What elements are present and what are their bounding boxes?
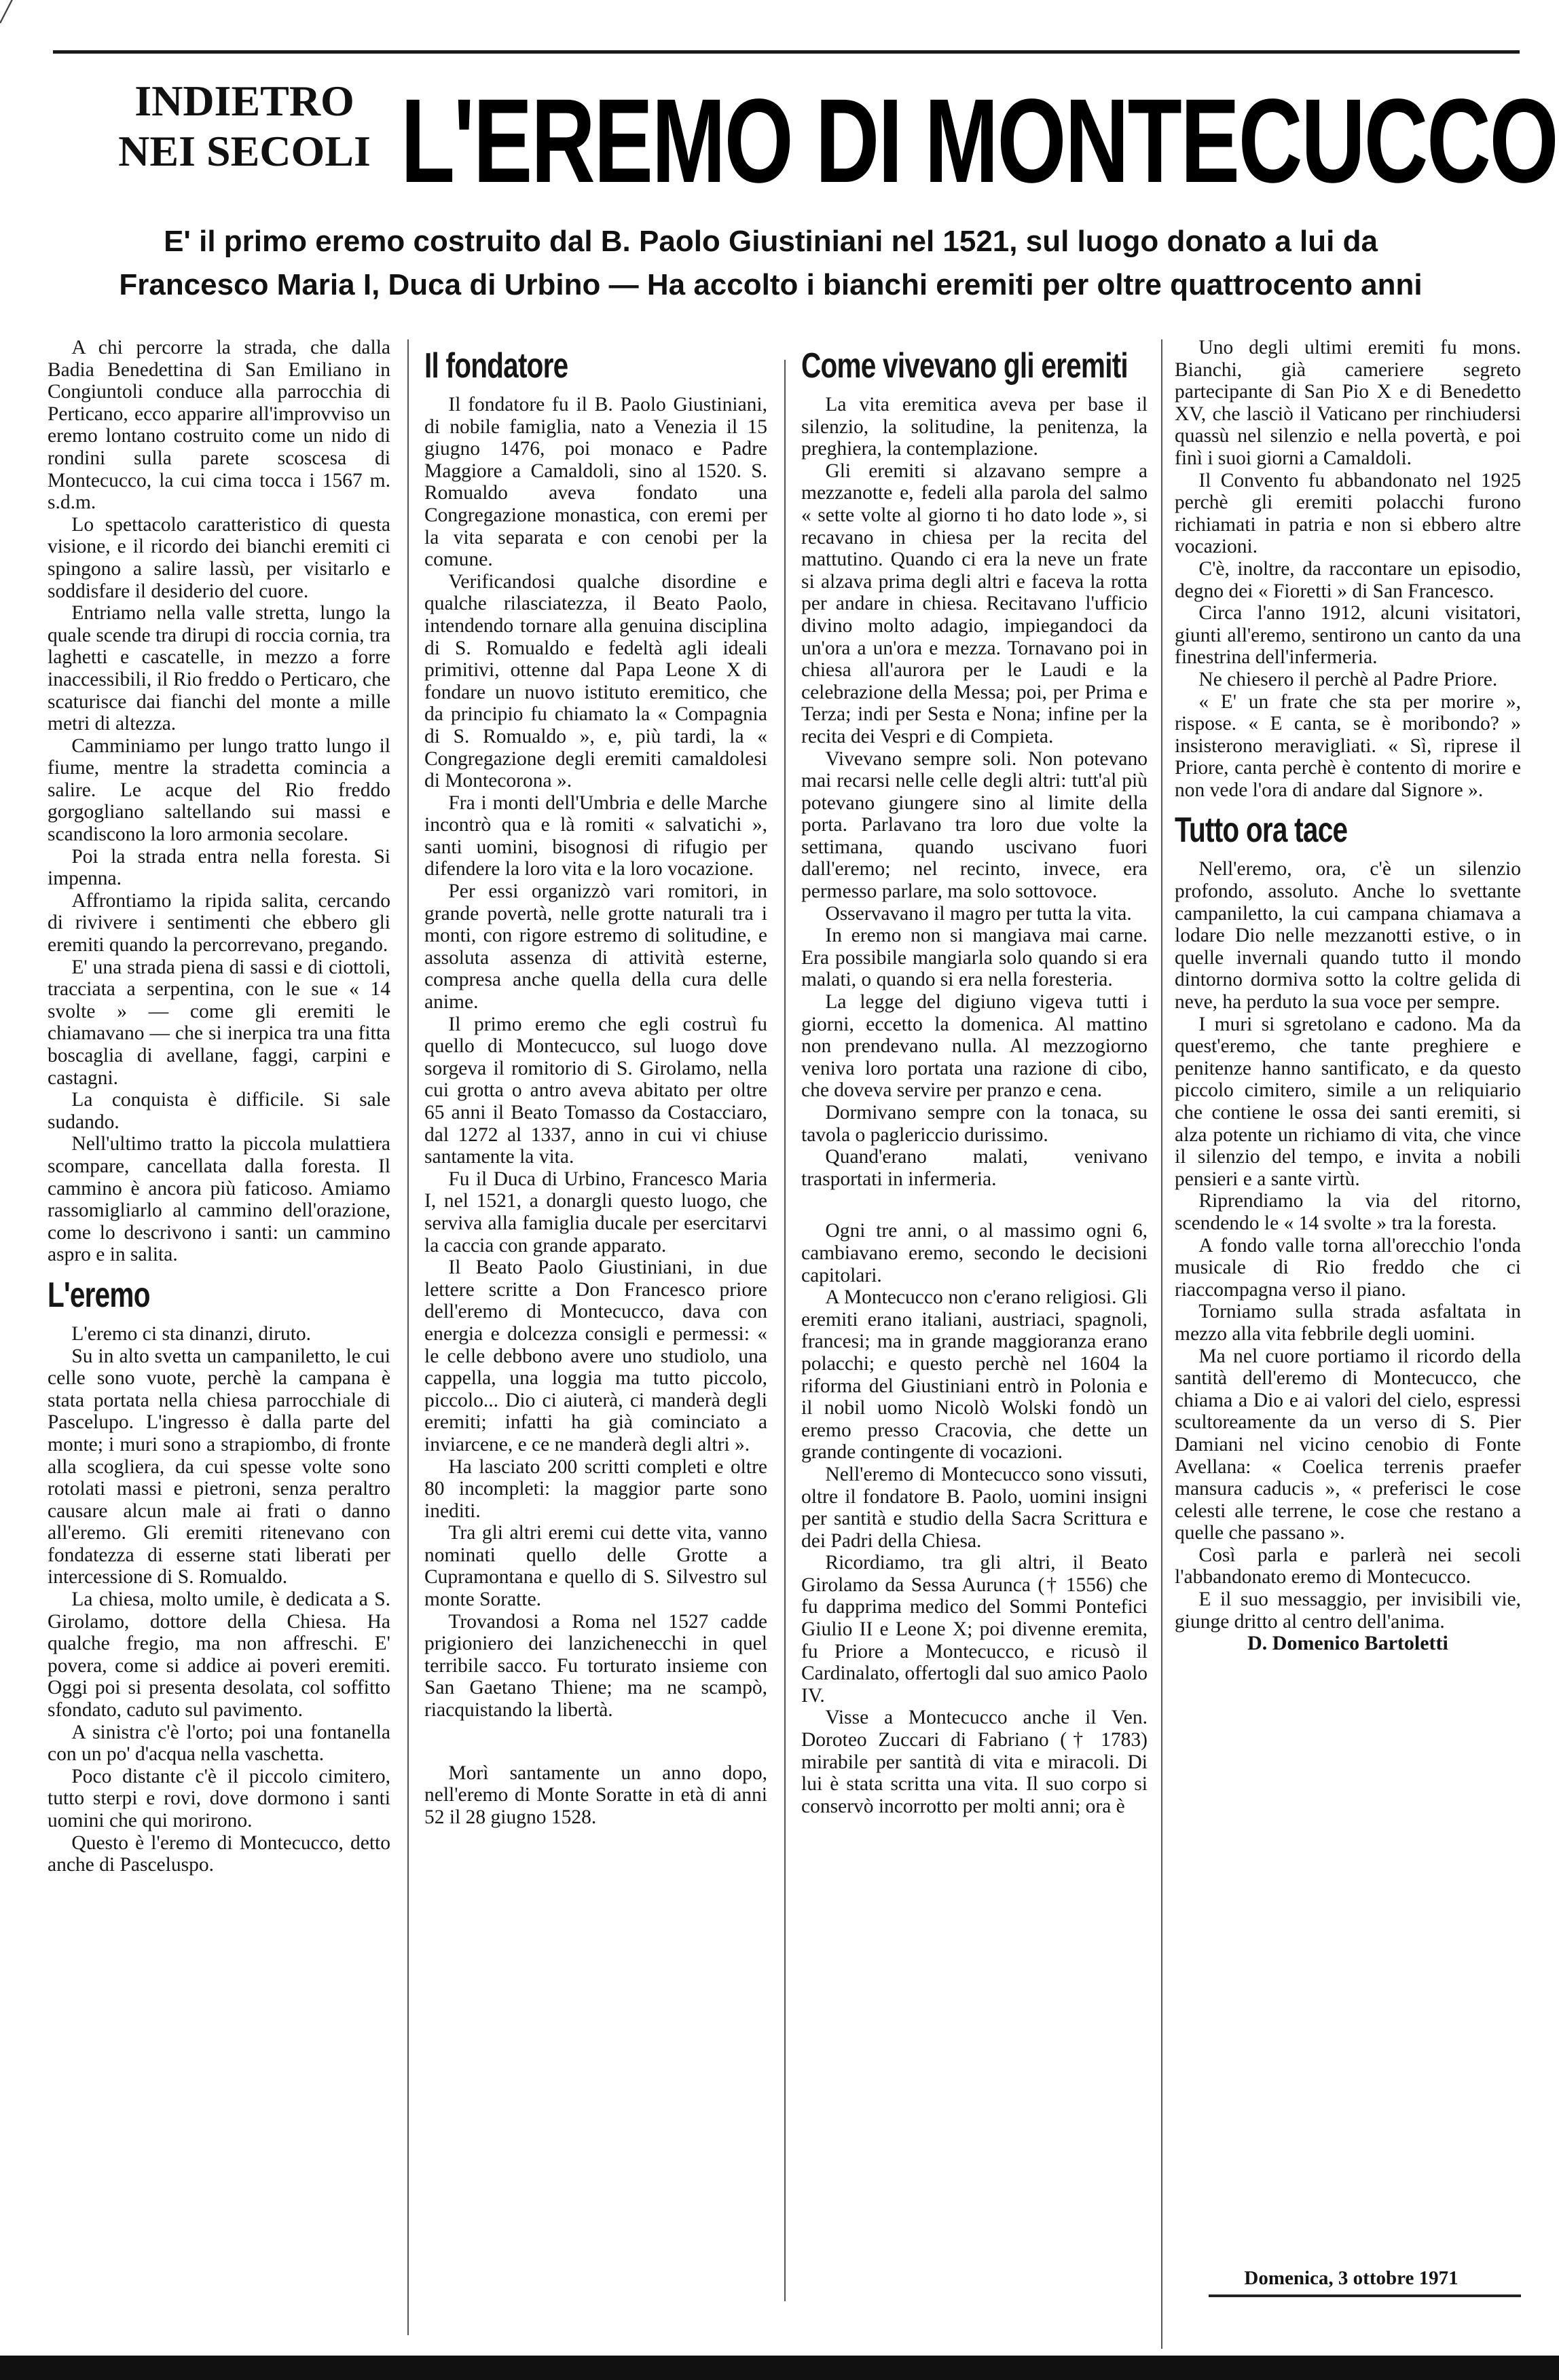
- scan-mark: ╱: [0, 1, 13, 23]
- paragraph: Verificandosi qualche disordine e qualche rilasciatezza, il Beato Paolo, intendendo tornare alla genuina disciplina di S. Romualdo e fedeltà agli ideali primitivi, ottenne dal Papa Leone X di fondare un nuovo istituto eremitico, che da principio fu chiamato la « Compagnia di S. Romualdo », e, più tardi, la « Congregazione degli eremiti camaldolesi di Montecorona ».: [424, 570, 767, 792]
- top-rule: [53, 50, 1520, 54]
- paragraph: Ha lasciato 200 scritti completi e oltre 80 incompleti: la maggior parte sono inediti.: [424, 1455, 767, 1522]
- bottom-border: [0, 2356, 1559, 2380]
- paragraph: Il fondatore fu il B. Paolo Giustiniani, di nobile famiglia, nato a Venezia il 15 giugno 1476, poi monaco e Padre Maggiore a Camaldoli, sino al 1520. S. Romualdo aveva fondato una Congregazione monastica, con eremi per la vita separata e con cenobi per la comune.: [424, 394, 767, 571]
- paragraph: La legge del digiuno vigeva tutti i giorni, eccetto la domenica. Al mattino non prendevano nulla. Al mezzogiorno veniva loro portata una razione di cibo, che doveva servire per pranzo e cena.: [801, 991, 1148, 1102]
- paragraph: Vivevano sempre soli. Non potevano mai recarsi nelle celle degli altri: tutt'al più potevano giungere sino al limite della porta. Parlavano tra loro due volte la settimana, quando uscivano fuori dall'eremo; nel recinto, invece, era permesso parlare, ma solo sottovoce.: [801, 747, 1148, 903]
- paragraph: Osservavano il magro per tutta la vita.: [825, 902, 1132, 925]
- subheading-eremo: L'eremo: [48, 1275, 150, 1315]
- paragraph: Morì santamente un anno dopo, nell'eremo di Monte Soratte in età di anni 52 il 28 giugno 1528.: [424, 1762, 767, 1828]
- subheading-tutto-ora-tace: Tutto ora tace: [1175, 811, 1348, 851]
- paragraph: Torniamo sulla strada asfaltata in mezzo alla vita febbrile degli uomini.: [1175, 1301, 1521, 1345]
- paragraph: Così parla e parlerà nei secoli l'abbandonato eremo di Montecucco.: [1175, 1544, 1521, 1588]
- column-divider: [784, 360, 786, 2301]
- paragraph: Tra gli altri eremi cui dette vita, vanno nominati quello delle Grotte a Cupramontana e quello di S. Silvestro sul monte Soratte.: [424, 1522, 767, 1611]
- column-3: [801, 337, 1148, 1817]
- paragraph: Fra i monti dell'Umbria e delle Marche incontrò qua e là romiti « salvatichi », santi uomini, bisognosi di rifugio per difendere la loro vita e la loro vocazione.: [424, 792, 767, 880]
- author-byline: D. Domenico Bartoletti: [1247, 1632, 1448, 1655]
- paragraph: Visse a Montecucco anche il Ven. Doroteo Zuccari di Fabriano († 1783) mirabile per santità di vita e miracoli. Di lui è stata scritta una vita. Il suo corpo si conservò incorrotto per molti anni; ora è: [801, 1707, 1148, 1817]
- paragraph: Su in alto svetta un campaniletto, le cui celle sono vuote, perchè la campana è stata portata nella chiesa parrocchiale di Pascelupo. L'ingresso è dalla parte del monte; i muri sono a strapiombo, di fronte alla scogliera, da cui spesse volte sono rotolati massi e pietroni, senza peraltro causare alcun male ai frati o danno all'eremo. Gli eremiti ritenevano con fondatezza di esserne stati liberati per intercessione di S. Romualdo.: [48, 1345, 390, 1588]
- paragraph: Nell'ultimo tratto la piccola mulattiera scompare, cancellata dalla foresta. Il cammino è ancora più faticoso. Amiamo rassomigliarlo al cammino dell'orazione, come lo descrivono i santi: un cammino aspro e in salita.: [48, 1133, 390, 1266]
- paragraph: Dormivano sempre con la tonaca, su tavola o paglericcio durissimo.: [801, 1102, 1148, 1146]
- deck-line-2: Francesco Maria I, Duca di Urbino — Ha accolto i bianchi eremiti per oltre quattrocento anni: [119, 268, 1423, 301]
- paragraph: Camminiamo per lungo tratto lungo il fiume, mentre la stradetta comincia a salire. Le acque del Rio freddo gorgogliano saltellando sui massi e scandiscono la loro armonia secolare.: [48, 735, 390, 846]
- paragraph: E il suo messaggio, per invisibili vie, giunge dritto al centro dell'anima.: [1175, 1588, 1521, 1633]
- article-deck: [88, 220, 1453, 307]
- paragraph: In eremo non si mangiava mai carne. Era possibile mangiarla solo quando si era malati, o quando si era nella foresteria.: [801, 925, 1148, 991]
- paragraph: Quand'erano malati, venivano trasportati in infermeria.: [801, 1146, 1148, 1190]
- paragraph: Affrontiamo la ripida salita, cercando di rivivere i sentimenti che ebbero gli eremiti quando la percorrevano, pregando.: [48, 889, 390, 956]
- paragraph: Gli eremiti si alzavano sempre a mezzanotte e, fedeli alla parola del salmo « sette volte al giorno ti ho dato lode », si recavano in chiesa per la recita del mattutino. Quando ci era la neve un frate si alzava prima degli altri e faceva la rotta per andare in chiesa. Recitavano l'ufficio divino molto adagio, impiegandoci da un'ora a un'ora e mezza. Tornavano poi in chiesa all'aurora per le Laudi e la celebrazione della Messa; poi, per Prima e Terza; indi per Sesta e Nona; infine per la recita dei Vespri e di Compieta.: [801, 460, 1148, 747]
- paragraph: La vita eremitica aveva per base il silenzio, la solitudine, la penitenza, la preghiera, la contemplazione.: [801, 394, 1148, 460]
- deck-line-1: E' il primo eremo costruito dal B. Paolo Giustiniani nel 1521, sul luogo donato a lui da: [164, 225, 1378, 258]
- paragraph: Il primo eremo che egli costruì fu quello di Montecucco, sul luogo dove sorgeva il romitorio di S. Girolamo, nella cui grotta o antro aveva abitato per oltre 65 anni il Beato Tomasso da Costacciaro, dal 1272 al 1337, anno in cui vi chiuse santamente la vita.: [424, 1013, 767, 1168]
- kicker-line-2: NEI SECOLI: [118, 127, 371, 175]
- column-divider: [1161, 339, 1162, 2349]
- paragraph: A fondo valle torna all'orecchio l'onda musicale di Rio freddo che ci riaccompagna verso il piano.: [1175, 1234, 1521, 1301]
- paragraph: La chiesa, molto umile, è dedicata a S. Girolamo, dottore della Chiesa. Ha qualche fregio, ma non affreschi. E' povera, come si addice ai poveri eremiti. Oggi poi si presenta desolata, col soffitto sfondato, caduto sul pavimento.: [48, 1588, 390, 1722]
- publication-date: Domenica, 3 ottobre 1971: [1244, 2267, 1459, 2289]
- paragraph: C'è, inoltre, da raccontare un episodio, degno dei « Fioretti » di San Francesco.: [1175, 557, 1521, 602]
- paragraph: Circa l'anno 1912, alcuni visitatori, giunti all'eremo, sentirono un canto da una finestrina dell'infermeria.: [1175, 602, 1521, 669]
- paragraph: Per essi organizzò vari romitori, in grande povertà, nelle grotte naturali tra i monti, con rigore estremo di solitudine, e assoluta assenza di attività esterne, compresa anche quella della cura delle anime.: [424, 880, 767, 1014]
- paragraph: Poco distante c'è il piccolo cimitero, tutto sterpi e rovi, dove dormono i santi uomini che qui morirono.: [48, 1765, 390, 1832]
- column-divider: [407, 339, 409, 2335]
- paragraph: Ricordiamo, tra gli altri, il Beato Girolamo da Sessa Aurunca († 1556) che fu dapprima medico del Sommi Pontefici Giulio II e Leone X; poi divenne eremita, fu Priore a Montecucco, e ricusò il Cardinalato, offertogli dal suo amico Paolo IV.: [801, 1552, 1148, 1707]
- paragraph: Ne chiesero il perchè al Padre Priore.: [1198, 668, 1498, 690]
- column-1: [48, 337, 390, 1876]
- kicker-line-1: INDIETRO: [134, 77, 354, 125]
- paragraph: Ma nel cuore portiamo il ricordo della santità dell'eremo di Montecucco, che chiama a Dio e ai valori del cielo, espressi scultoreamente da un verso di S. Pier Damiani nel vicino cenobio di Fonte Avellana: « Coelica terrenis praefer mansura caducis », « preferisci le cose celesti alle terrene, le cose che restano a quelle che passano ».: [1175, 1345, 1521, 1544]
- section-kicker: [95, 76, 394, 176]
- paragraph: Nell'eremo, ora, c'è un silenzio profondo, assoluto. Anche lo svettante campaniletto, la cui campana chiamava a lodare Dio nelle mezzanotti estive, o in quelle invernali quando tutto il mondo dintorno dormiva sotto la coltre gelida di neve, ha perduto la sua voce per sempre.: [1175, 858, 1521, 1014]
- paragraph: Fu il Duca di Urbino, Francesco Maria I, nel 1521, a donargli questo luogo, che serviva alla famiglia ducale per esercitarvi la caccia con grande apparato.: [424, 1168, 767, 1257]
- paragraph: A Montecucco non c'erano religiosi. Gli eremiti erano italiani, austriaci, spagnoli, francesi; ma in grande maggioranza erano polacchi; e questo perchè nel 1604 la riforma del Giustiniani entrò in Polonia e il nobil uomo Nicolò Wolski fondò un eremo presso Cracovia, che dette un grande contingente di vocazioni.: [801, 1286, 1148, 1464]
- subheading-fondatore: Il fondatore: [424, 346, 568, 386]
- paragraph: Ogni tre anni, o al massimo ogni 6, cambiavano eremo, secondo le decisioni capitolari.: [801, 1220, 1148, 1286]
- column-2: [424, 337, 767, 1828]
- subheading-vivevano: Come vivevano gli eremiti: [801, 346, 1128, 386]
- paragraph: Poi la strada entra nella foresta. Si impenna.: [48, 845, 390, 890]
- paragraph: Il Convento fu abbandonato nel 1925 perchè gli eremiti polacchi furono richiamati in patria e non si ebbero altre vocazioni.: [1175, 469, 1521, 558]
- paragraph: Uno degli ultimi eremiti fu mons. Bianchi, già cameriere segreto partecipante di San Pio X e di Benedetto XV, che lasciò il Vaticano per rinchiudersi quassù nel silenzio e nella povertà, e poi finì i suoi giorni a Camaldoli.: [1175, 337, 1521, 469]
- paragraph: Entriamo nella valle stretta, lungo la quale scende tra dirupi di roccia cornia, tra laghetti e cascatelle, in mezzo a forre inaccessibili, il Rio freddo o Perticaro, che scaturisce dai fianchi del monte a mille metri di altezza.: [48, 602, 390, 735]
- paragraph: Nell'eremo di Montecucco sono vissuti, oltre il fondatore B. Paolo, uomini insigni per santità e studio della Sacra Scrittura e dei Padri della Chiesa.: [801, 1463, 1148, 1552]
- paragraph: « E' un frate che sta per morire », rispose. « E canta, se è moribondo? » insisterono meravigliati. « Sì, riprese il Priore, canta perchè è contento di morire e non vede l'ora di andare dal Signore ».: [1175, 690, 1521, 801]
- paragraph: A chi percorre la strada, che dalla Badia Benedettina di San Emiliano in Congiuntoli conduce alla parrocchia di Perticano, ecco apparire all'improvviso un eremo lontano costruito come un nido di rondini sulla parete scoscesa di Montecucco, la cui cima tocca i 1567 m. s.d.m.: [48, 337, 390, 514]
- column-4: [1175, 337, 1521, 1655]
- date-rule: [1209, 2294, 1521, 2297]
- paragraph: Riprendiamo la via del ritorno, scendendo le « 14 svolte » tra la foresta.: [1175, 1190, 1521, 1234]
- paragraph: Lo spettacolo caratteristico di questa visione, e il ricordo dei bianchi eremiti ci spingono a salire lassù, per visitarlo e soddisfare il desiderio del cuore.: [48, 513, 390, 602]
- paragraph: La conquista è difficile. Si sale sudando.: [48, 1089, 390, 1133]
- article-headline: L'EREMO DI MONTECUCCO: [401, 75, 1558, 208]
- paragraph: Il Beato Paolo Giustiniani, in due lettere scritte a Don Francesco priore dell'eremo di Montecucco, dava con energia e dolcezza consigli e permessi: « le celle debbono avere uno studiolo, una cappella, una loggia ma tutto piccolo, piccolo... Dio ci aiuterà, ci manderà degli eremiti; infatti ha già cominciato a inviarcene, e ce ne manderà degli altri ».: [424, 1257, 767, 1455]
- paragraph: L'eremo ci sta dinanzi, diruto.: [71, 1322, 312, 1345]
- paragraph: Questo è l'eremo di Montecucco, detto anche di Pasceluspo.: [48, 1832, 390, 1876]
- paragraph: Trovandosi a Roma nel 1527 cadde prigioniero dei lanzichenecchi in quel terribile sacco. Fu torturato insieme con San Gaetano Thiene; ma ne scampò, riacquistando la libertà.: [424, 1610, 767, 1722]
- paragraph: I muri si sgretolano e cadono. Ma da quest'eremo, che tante preghiere e penitenze hanno santificato, e da questo piccolo cimitero, simile a un reliquiario che contiene le ossa dei santi eremiti, si alza potente un richiamo di vita, che vince il silenzio del tempo, e invita a nobili pensieri e a sante virtù.: [1175, 1013, 1521, 1190]
- paragraph: A sinistra c'è l'orto; poi una fontanella con un po' d'acqua nella vaschetta.: [48, 1721, 390, 1766]
- paragraph: E' una strada piena di sassi e di ciottoli, tracciata a serpentina, con le sue « 14 svolte » — come gli eremiti le chiamavano — che si inerpica tra una fitta boscaglia di avellane, faggi, carpini e castagni.: [48, 956, 390, 1089]
